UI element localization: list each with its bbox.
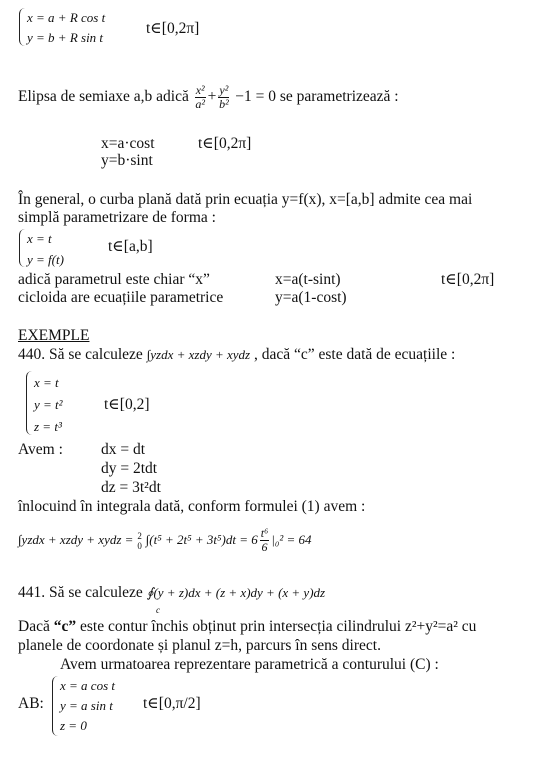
integral-rhs: ∫(t⁵ + 2t⁵ + 3t⁵)dt = 6 [145, 532, 258, 548]
integral-equation [18, 527, 312, 554]
label: Avem : [18, 441, 63, 458]
equation-line: x = t [34, 375, 59, 390]
equation-line: z = t³ [34, 419, 62, 434]
integral: ∫yzdx + xzdy + xydz [146, 347, 251, 362]
param-range: t∈[0,π/2] [143, 695, 201, 712]
param-range: t∈[0,2] [104, 396, 150, 413]
evaluation: |₀² = 64 [271, 532, 312, 548]
ellipse-sentence: Elipsa de semiaxe a,b adică $\frac{\text{x²}}{\text{a²}}$ + $\frac{\text{y²}}{\text{b²}}$ −1 = 0 se parametrizează : [18, 83, 399, 111]
param-range: t∈[0,2π] [146, 20, 200, 37]
section-heading: EXEMPLE [18, 327, 90, 344]
fraction: $\frac{\text{t⁶}}{6}$ [260, 526, 269, 554]
paragraph-line: adică parametrul este chiar “x” [18, 271, 210, 288]
equation-line: z = 0 [60, 718, 87, 733]
equation-line: dy = 2tdt [101, 460, 158, 477]
equation-line: y = a sin t [60, 698, 113, 713]
contour-integral: ∮(y + z)dx + (z + x)dy + (x + y)dz [146, 585, 326, 600]
text: 441. Să se calculeze [18, 584, 143, 601]
integral-limits: 2 0 [137, 530, 142, 551]
equation-line: y=a(1-cost) [275, 289, 347, 306]
equation-line: dx = dt [101, 441, 146, 458]
brace [19, 229, 26, 267]
equation-line: x=a·cost [101, 135, 155, 152]
paragraph-line: Avem urmatoarea reprezentare parametrică a conturului (C) : [60, 656, 439, 673]
equation-line: y = t² [34, 397, 63, 412]
equation-line: y = b + R sin t [27, 30, 104, 45]
integral-lhs: ∫yzdx + xzdy + xydz = [18, 532, 134, 548]
paragraph-line: simplă parametrizare de forma : [18, 209, 216, 226]
paragraph-line: În general, o curba plană dată prin ecuația y=f(x), x=[a,b] admite cea mai [18, 191, 473, 208]
brace [19, 8, 26, 46]
text: , dacă “c” este dată de ecuațiile : [253, 346, 456, 363]
equation-line: y=b·sint [101, 152, 153, 169]
fraction: $\frac{\text{x²}}{\text{a²}}$ [195, 83, 205, 111]
paragraph-line: Dacă “c” este contur închis obținut prin intersecția cilindrului z²+y²=a² cu [18, 618, 477, 635]
text: −1 = 0 se parametrizează : [235, 88, 399, 106]
param-range: t∈[0,2π] [198, 135, 252, 152]
equation-line: x = t [27, 231, 52, 246]
equation-line: dz = 3t²dt [101, 479, 161, 496]
param-range: t∈[a,b] [108, 238, 153, 255]
exercise-441-statement [18, 584, 325, 602]
label: AB: [18, 695, 44, 712]
brace [26, 371, 33, 435]
equation-line: x = a cos t [60, 678, 115, 693]
text: 440. Să se calculeze [18, 346, 143, 363]
exercise-440-statement [18, 346, 455, 364]
param-range: t∈[0,2π] [441, 271, 495, 288]
equation-line: x = a + R cos t [27, 10, 106, 25]
fraction: $\frac{\text{y²}}{\text{b²}}$ [219, 83, 229, 111]
equation-line: x=a(t-sint) [275, 271, 341, 288]
brace [52, 676, 59, 736]
paragraph-line: cicloida are ecuațiile parametrice [18, 289, 224, 306]
text: Elipsa de semiaxe a,b adică [18, 88, 189, 106]
paragraph-line: planele de coordonate și planul z=h, parcurs în sens direct. [18, 637, 381, 654]
paragraph-line: înlocuind în integrala dată, conform formulei (1) avem : [18, 498, 366, 515]
equation-line: y = f(t) [27, 252, 64, 267]
subscript: c [156, 605, 160, 615]
